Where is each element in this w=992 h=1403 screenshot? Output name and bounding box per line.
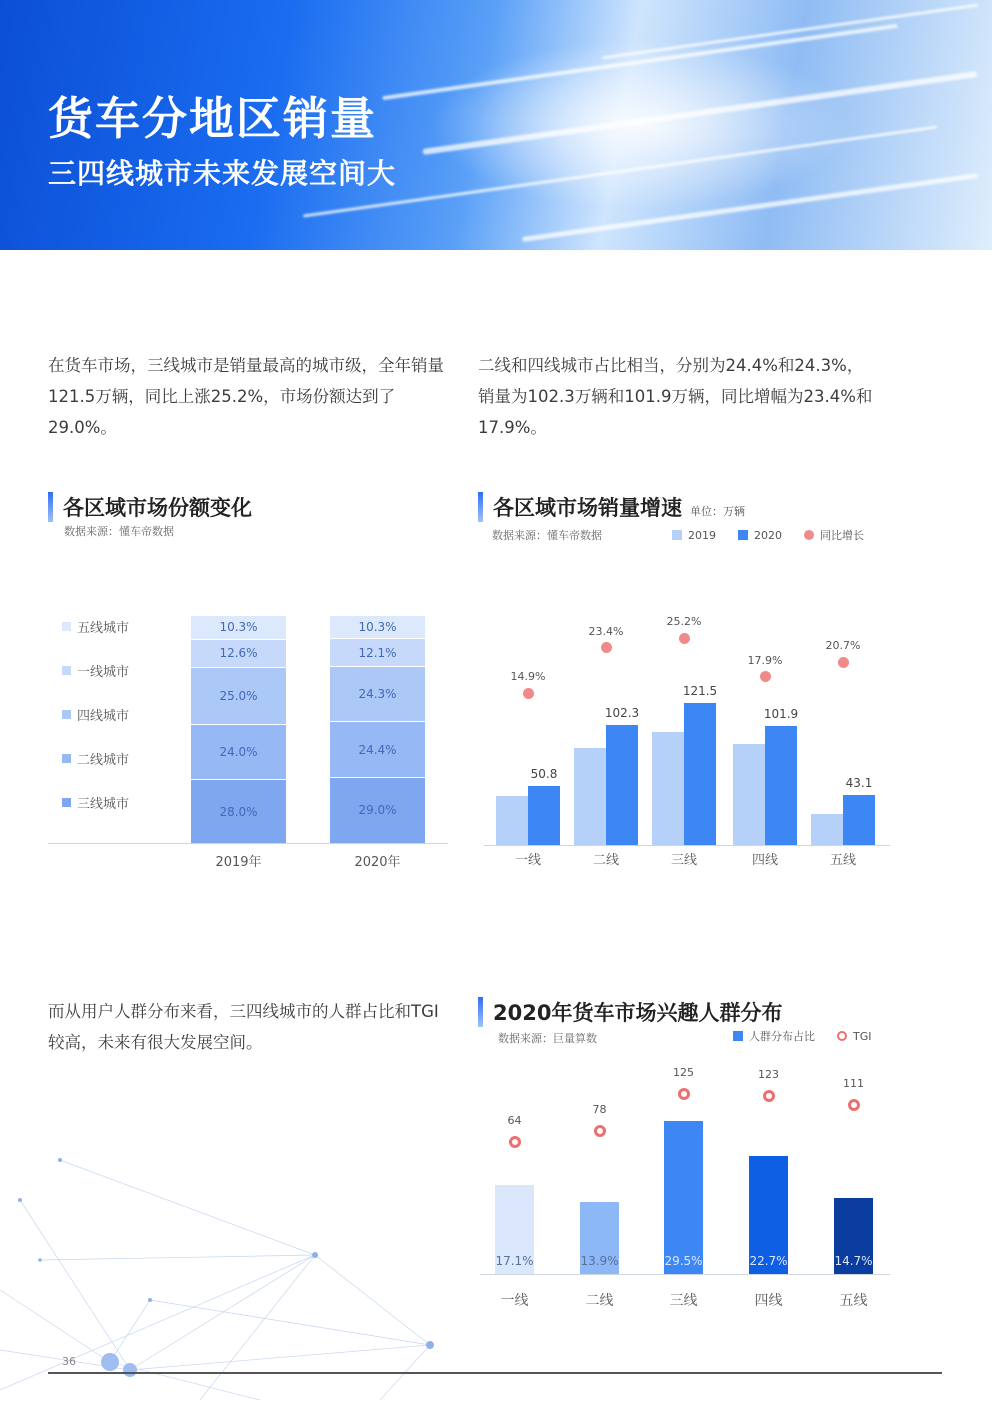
legend-swatch (62, 754, 71, 763)
bar-value-label: 43.1 (845, 775, 873, 790)
legend-ring (837, 1031, 847, 1041)
bar-value-label: 29.5% (664, 1254, 703, 1268)
legend-item (62, 793, 129, 812)
legend-item-tgi (837, 1030, 872, 1043)
bar-value-label: 101.9 (763, 706, 799, 721)
bar-2019 (574, 748, 606, 845)
legend-swatch (62, 798, 71, 807)
chart2-source: 数据来源：懂车帝数据 (492, 529, 602, 542)
bar-value-label: 50.8 (530, 766, 558, 781)
legend-label: 2019 (688, 528, 716, 542)
chart3-source: 数据来源：巨量算数 (498, 1032, 597, 1045)
bar-2019 (733, 744, 765, 845)
legend-label: 2020 (754, 528, 782, 542)
chart3-title: 2020年货车市场兴趣人群分布 (493, 1001, 783, 1025)
bar-value-label: 14.7% (834, 1254, 873, 1268)
yoy-dot (760, 671, 771, 682)
legend-swatch (62, 666, 71, 675)
tgi-dot (848, 1099, 860, 1111)
yoy-dot (679, 633, 690, 644)
legend-label: 二线城市 (77, 753, 130, 768)
x-tick-label: 二线 (592, 853, 619, 868)
bar-2020 (684, 703, 716, 845)
legend-dot (804, 530, 814, 540)
yoy-label: 20.7% (825, 639, 861, 653)
stacked-segment: 28.0% (191, 779, 286, 843)
bar-2019 (811, 814, 843, 845)
legend-label: 一线城市 (77, 665, 130, 680)
stacked-segment: 24.4% (330, 721, 425, 777)
bar-2020 (606, 725, 638, 845)
bar-value-label: 17.1% (495, 1254, 534, 1268)
bar-2019 (496, 796, 528, 845)
x-tick-label: 二线 (585, 1293, 614, 1309)
tgi-label: 111 (843, 1077, 864, 1091)
heading-accent-bar (48, 492, 53, 522)
legend-label: 四线城市 (77, 709, 130, 724)
footer-rule (48, 1372, 942, 1374)
x-tick-label: 三线 (669, 1293, 698, 1309)
x-tick-label: 四线 (751, 853, 778, 868)
chart1-heading (48, 492, 252, 522)
chart3-heading (478, 997, 782, 1027)
chart1-title: 各区域市场份额变化 (63, 496, 252, 520)
paragraph-2: 二线和四线城市占比相当，分别为24.4%和24.3%，销量为102.3万辆和101.9万辆，同比增幅为23.4%和17.9%。 (478, 356, 873, 437)
legend-swatch (733, 1031, 743, 1041)
yoy-dot (523, 688, 534, 699)
legend-label: 人群分布占比 (749, 1030, 815, 1043)
tgi-dot (678, 1088, 690, 1100)
x-tick-label: 2020年 (354, 855, 401, 870)
legend-item (62, 661, 129, 680)
legend-label: 三线城市 (77, 797, 130, 812)
chart1-source: 数据来源：懂车帝数据 (64, 525, 174, 538)
chart2-title: 各区域市场销量增速 (493, 496, 682, 520)
page-subtitle: 三四线城市未来发展空间大 (48, 157, 397, 190)
x-tick-label: 三线 (670, 853, 697, 868)
tgi-label: 123 (758, 1067, 779, 1081)
header-banner (0, 0, 992, 250)
stacked-segment: 10.3% (330, 615, 425, 638)
chart2-legend (672, 527, 886, 543)
bar-value-label: 121.5 (682, 684, 718, 698)
chart2-heading (478, 492, 745, 522)
tgi-label: 64 (507, 1114, 522, 1127)
share-bar (664, 1121, 703, 1274)
legend-item-yoy (804, 527, 864, 543)
paragraph-3: 而从用户人群分布来看，三四线城市的人群占比和TGI较高，未来有很大发展空间。 (48, 1002, 439, 1052)
x-tick-label: 五线 (839, 1293, 868, 1309)
legend-label: 同比增长 (820, 529, 864, 542)
page-number: 36 (62, 1355, 76, 1368)
legend-label: 五线城市 (77, 621, 130, 636)
yoy-label: 17.9% (747, 653, 783, 667)
tgi-label: 78 (592, 1102, 607, 1116)
legend-swatch (62, 710, 71, 719)
yoy-label: 23.4% (588, 624, 624, 638)
tgi-dot (763, 1090, 775, 1102)
legend-item-share (733, 1028, 815, 1044)
yoy-dot (601, 642, 612, 653)
legend-item (62, 705, 129, 724)
chart2-x-axis (484, 845, 890, 846)
tgi-dot (509, 1136, 521, 1148)
x-tick-label: 四线 (754, 1293, 783, 1309)
bar-value-label: 22.7% (749, 1254, 788, 1268)
chart1-x-axis (48, 843, 448, 844)
x-tick-label: 一线 (514, 853, 541, 868)
bar-2020 (765, 726, 797, 845)
yoy-dot (838, 657, 849, 668)
bar-value-label: 102.3 (604, 706, 640, 721)
yoy-label: 14.9% (510, 670, 546, 683)
chart2-unit: 单位：万辆 (690, 505, 745, 518)
x-tick-label: 五线 (829, 853, 856, 868)
legend-item-2020 (738, 529, 782, 542)
x-tick-label: 2019年 (215, 855, 262, 870)
legend-item (62, 617, 129, 636)
yoy-label: 25.2% (666, 615, 702, 628)
bar-2020 (843, 795, 875, 845)
stacked-segment: 12.6% (191, 639, 286, 668)
tgi-dot (594, 1125, 606, 1137)
banner-glow (430, 40, 850, 210)
legend-swatch (738, 530, 748, 540)
stacked-segment: 12.1% (330, 638, 425, 666)
legend-label: TGI (853, 1029, 872, 1043)
chart3-legend (733, 1028, 894, 1044)
heading-accent-bar (478, 997, 483, 1027)
bar-value-label: 13.9% (580, 1254, 619, 1268)
legend-swatch (672, 530, 682, 540)
tgi-label: 125 (673, 1066, 694, 1079)
legend-swatch (62, 622, 71, 631)
legend-item (62, 749, 129, 768)
stacked-segment: 24.3% (330, 666, 425, 721)
chart3-x-axis (480, 1274, 890, 1275)
x-tick-label: 一线 (500, 1293, 529, 1309)
heading-accent-bar (478, 492, 483, 522)
bar-2020 (528, 786, 560, 845)
paragraph-1: 在货车市场，三线城市是销量最高的城市级，全年销量121.5万辆，同比上涨25.2%，市场份额达到了29.0%。 (48, 356, 444, 437)
stacked-segment: 25.0% (191, 667, 286, 724)
light-streak (602, 4, 979, 60)
page-title: 货车分地区销量 (48, 92, 378, 145)
stacked-segment: 24.0% (191, 724, 286, 779)
legend-item-2019 (672, 529, 716, 542)
stacked-segment: 10.3% (191, 615, 286, 639)
stacked-segment: 29.0% (330, 777, 425, 843)
bar-2019 (652, 732, 684, 845)
